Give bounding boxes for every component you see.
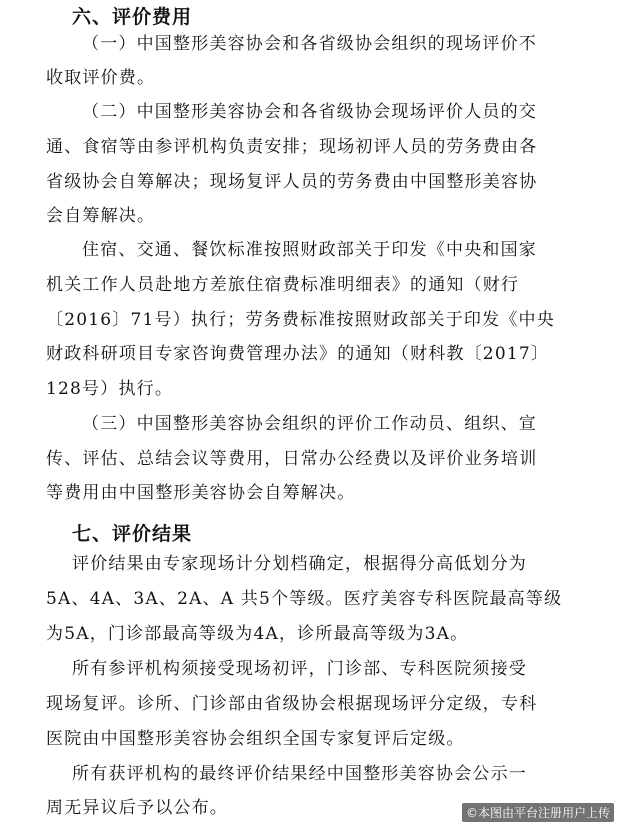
text-line: （一）中国整形美容协会和各省级协会组织的现场评价不	[82, 34, 537, 54]
upload-watermark: ©本图由平台注册用户上传	[462, 803, 614, 822]
text-line: 评价结果由专家现场计分划档确定，根据得分高低划分为	[72, 554, 527, 574]
text-line: 为5A，门诊部最高等级为4A，诊所最高等级为3A。	[46, 624, 469, 644]
text-line: 住宿、交通、餐饮标准按照财政部关于印发《中央和国家	[82, 240, 537, 260]
text-line: 现场复评。诊所、门诊部由省级协会根据现场评分定级，专科	[46, 694, 538, 714]
section-7-heading: 七、评价结果	[72, 523, 193, 545]
text-line: 周无异议后予以公布。	[46, 798, 228, 818]
text-line: 〔2016〕71号）执行；劳务费标准按照财政部关于印发《中央	[46, 310, 555, 330]
text-line: 传、评估、总结会议等费用，日常办公经费以及评价业务培训	[46, 449, 538, 469]
text-line: 128号）执行。	[46, 379, 174, 399]
text-line: 5A、4A、3A、2A、A 共5个等级。医疗美容专科医院最高等级	[46, 589, 563, 609]
text-line: 省级协会自筹解决；现场复评人员的劳务费由中国整形美容协	[46, 172, 538, 192]
text-line: 所有参评机构须接受现场初评，门诊部、专科医院须接受	[72, 659, 527, 679]
text-line: （二）中国整形美容协会和各省级协会现场评价人员的交	[82, 102, 537, 122]
text-line: （三）中国整形美容协会组织的评价工作动员、组织、宣	[82, 414, 537, 434]
text-line: 会自筹解决。	[46, 206, 156, 226]
text-line: 通、食宿等由参评机构负责安排；现场初评人员的劳务费由各	[46, 137, 538, 157]
text-line: 所有获评机构的最终评价结果经中国整形美容协会公示一	[72, 764, 527, 784]
text-line: 机关工作人员赴地方差旅住宿费标准明细表》的通知（财行	[46, 275, 520, 295]
text-line: 收取评价费。	[46, 68, 156, 88]
text-line: 等费用由中国整形美容协会自筹解决。	[46, 483, 356, 503]
text-line: 医院由中国整形美容协会组织全国专家复评后定级。	[46, 729, 465, 749]
section-6-heading: 六、评价费用	[72, 6, 193, 28]
text-line: 财政科研项目专家咨询费管理办法》的通知（财科教〔2017〕	[46, 344, 550, 364]
